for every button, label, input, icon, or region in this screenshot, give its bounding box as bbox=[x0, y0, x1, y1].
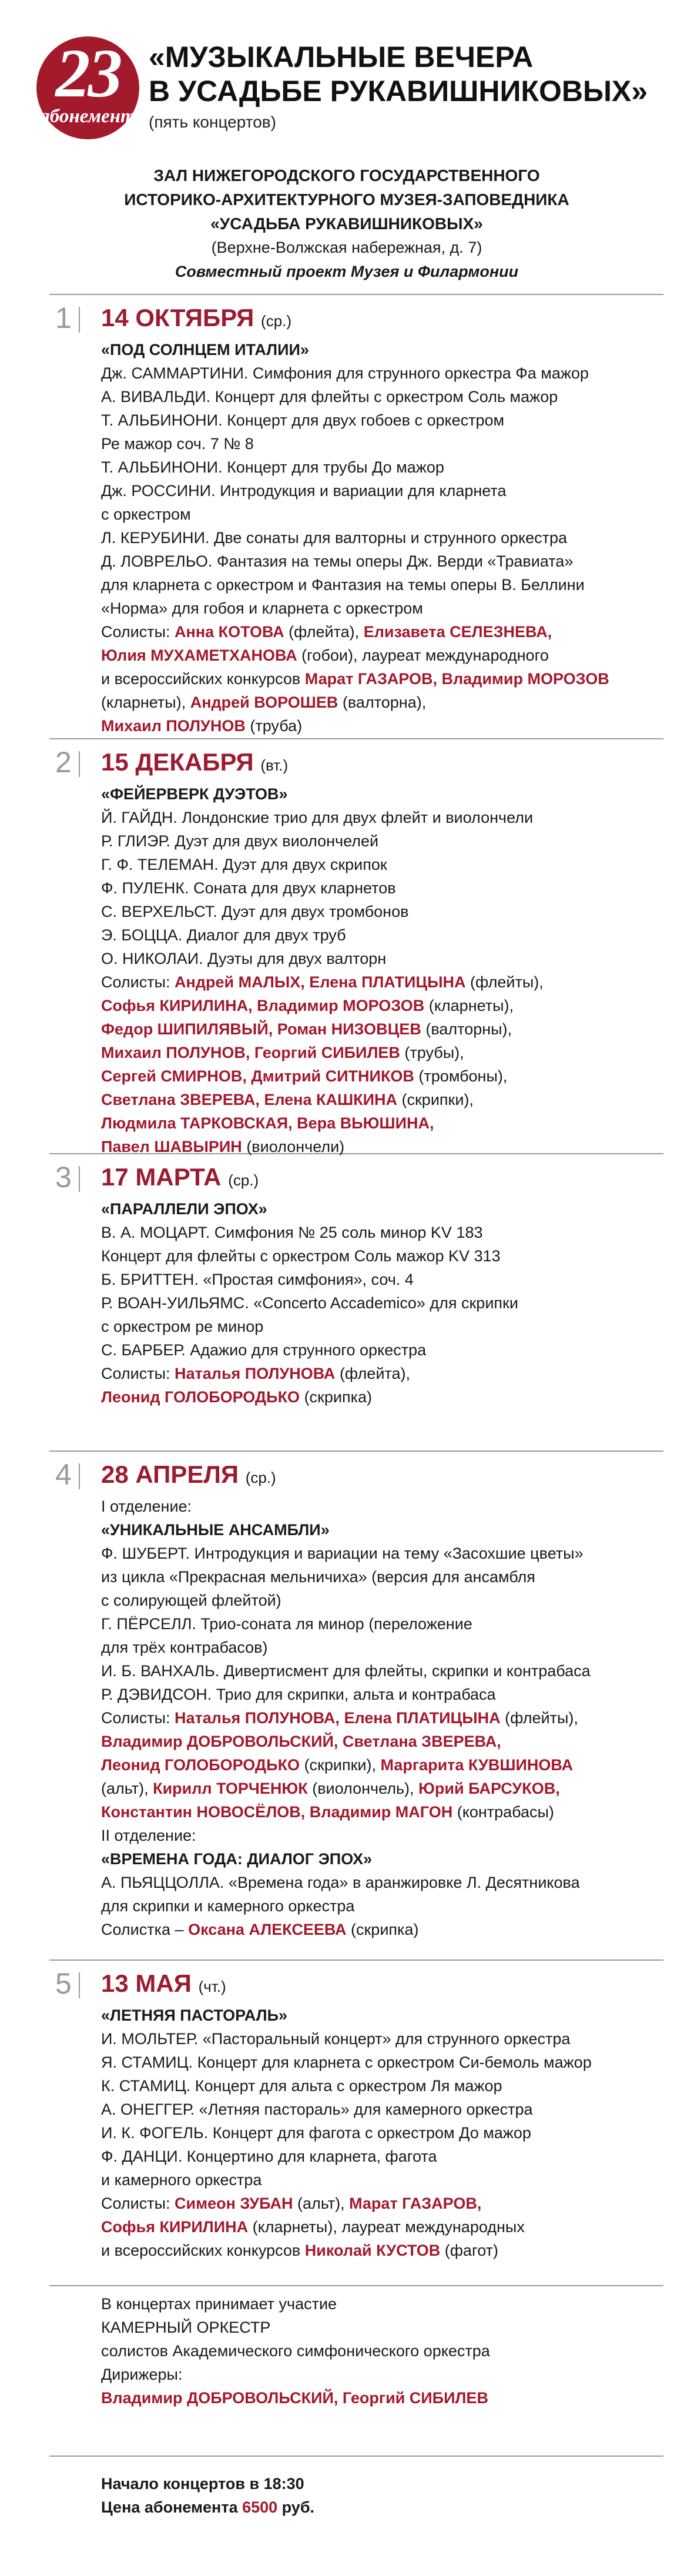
program-line bbox=[101, 1385, 665, 1409]
program-title: «УНИКАЛЬНЫЕ АНСАМБЛИ» bbox=[101, 1521, 330, 1539]
program-text: (фагот) bbox=[440, 2242, 498, 2259]
participants-line-1: В концертах принимает участие bbox=[101, 2295, 337, 2313]
program-text: Солистка – bbox=[101, 1921, 189, 1938]
divider bbox=[49, 1959, 663, 1961]
program-line bbox=[101, 361, 665, 385]
program-line bbox=[101, 597, 665, 620]
program-line bbox=[101, 1064, 665, 1088]
program-text: Р. ВОАН-УИЛЬЯМС. «Concerto Accademico» для скрипки bbox=[101, 1294, 518, 1312]
number-divider bbox=[79, 1166, 80, 1192]
program-line bbox=[101, 644, 665, 667]
concert-number: 2 bbox=[55, 746, 72, 779]
program-text: Т. АЛЬБИНОНИ. Концерт для двух гобоев с оркестром bbox=[101, 411, 505, 429]
number-divider bbox=[79, 1463, 80, 1489]
program-line bbox=[101, 479, 665, 503]
concert-number: 3 bbox=[55, 1161, 72, 1194]
concert-number: 5 bbox=[55, 1967, 72, 2000]
program-text: (скрипки), bbox=[397, 1091, 474, 1108]
performer-name: Маргарита КУВШИНОВА bbox=[380, 1756, 574, 1774]
program-line bbox=[101, 806, 665, 829]
performer-name: Людмила ТАРКОВСКАЯ, Вера ВЬЮШИНА, bbox=[101, 1114, 434, 1132]
performer-name: Леонид ГОЛОБОРОДЬКО bbox=[101, 1388, 300, 1406]
program-title: «ПОД СОЛНЦЕМ ИТАЛИИ» bbox=[101, 341, 309, 359]
program-text: Д. ЛОВРЕЛЬО. Фантазия на темы оперы Дж. Верди «Травиата» bbox=[101, 552, 574, 570]
program-text: и всероссийских конкурсов bbox=[101, 670, 305, 688]
performer-name: Владимир ДОБРОВОЛЬСКИЙ, Светлана ЗВЕРЕВА, bbox=[101, 1733, 501, 1750]
program-text: (кларнеты), bbox=[424, 997, 514, 1014]
page-title-line-2: В УСАДЬБЕ РУКАВИШНИКОВЫХ» bbox=[149, 75, 648, 108]
program-text: Концерт для флейты с оркестром Соль мажор KV 313 bbox=[101, 1247, 501, 1265]
program-line bbox=[101, 1362, 665, 1385]
program-text: (альт), bbox=[101, 1780, 153, 1797]
program-text: Т. АЛЬБИНОНИ. Концерт для трубы До мажор bbox=[101, 458, 444, 476]
program-line bbox=[101, 1871, 665, 1894]
program-line bbox=[101, 1706, 665, 1730]
program-line bbox=[101, 1197, 665, 1221]
program-text: (гобои), лауреат международного bbox=[297, 646, 549, 664]
program-text: «Норма» для гобоя и кларнета с оркестром bbox=[101, 599, 423, 617]
program-text: Солисты: bbox=[101, 1365, 175, 1382]
program-line bbox=[101, 900, 665, 923]
conductors-label: Дирижеры: bbox=[101, 2366, 183, 2383]
program-text: Солисты: bbox=[101, 1709, 175, 1727]
program-line bbox=[101, 782, 665, 806]
program-line bbox=[101, 1338, 665, 1362]
program-line bbox=[101, 1518, 665, 1542]
program-text: А. ОНЕГГЕР. «Летняя пастораль» для камерного оркестра bbox=[101, 2101, 533, 2118]
program-line bbox=[101, 2004, 665, 2027]
program-text: для скрипки и камерного оркестра bbox=[101, 1897, 355, 1915]
program-line bbox=[101, 1589, 665, 1612]
program-line bbox=[101, 1221, 665, 1244]
program-text: И. К. ФОГЕЛЬ. Концерт для фагота с оркестром До мажор bbox=[101, 2124, 531, 2142]
performer-name: Константин НОВОСЁЛОВ, Владимир МАГОН bbox=[101, 1803, 453, 1821]
participants-line-3: солистов Академического симфонического оркестра bbox=[101, 2342, 490, 2360]
program-line bbox=[101, 2145, 665, 2168]
performer-name: Сергей СМИРНОВ, Дмитрий СИТНИКОВ bbox=[101, 1067, 414, 1085]
program-line bbox=[101, 1542, 665, 1565]
program-line bbox=[101, 1636, 665, 1659]
page-title bbox=[149, 40, 678, 108]
concert-date bbox=[101, 745, 665, 782]
program-text: (виолончели) bbox=[242, 1138, 345, 1155]
program-line bbox=[101, 1800, 665, 1824]
weekday: (чт.) bbox=[198, 1978, 226, 1995]
program-text: (флейта), bbox=[284, 623, 364, 641]
divider bbox=[49, 1451, 663, 1452]
program-line bbox=[101, 1894, 665, 1918]
divider bbox=[49, 294, 663, 295]
program-text: Ф. ДАНЦИ. Концертино для кларнета, фагота bbox=[101, 2148, 437, 2165]
program-text: Солисты: bbox=[101, 973, 175, 991]
program-line bbox=[101, 455, 665, 479]
program-text: (тромбоны), bbox=[414, 1067, 508, 1085]
program-text: Г. ПЁРСЕЛЛ. Трио-соната ля минор (переложение bbox=[101, 1615, 472, 1633]
program-text: (альт), bbox=[293, 2195, 350, 2212]
program-line bbox=[101, 1268, 665, 1291]
program-text: (кларнеты), bbox=[101, 694, 190, 711]
program-text: Ре мажор соч. 7 № 8 bbox=[101, 435, 254, 453]
program-title: «ФЕЙЕРВЕРК ДУЭТОВ» bbox=[101, 785, 288, 803]
program-lines bbox=[101, 1197, 665, 1409]
performer-name: Марат ГАЗАРОВ, bbox=[349, 2195, 482, 2212]
concert-number: 4 bbox=[55, 1458, 72, 1491]
program-line bbox=[101, 1847, 665, 1871]
divider bbox=[49, 738, 663, 739]
performer-name: Симеон ЗУБАН bbox=[175, 2195, 293, 2212]
program-line bbox=[101, 2215, 665, 2239]
date-text: 14 ОКТЯБРЯ bbox=[101, 304, 254, 331]
program-text: и камерного оркестра bbox=[101, 2171, 262, 2189]
program-text: И. МОЛЬТЕР. «Пасторальный концерт» для струнного оркестра bbox=[101, 2030, 571, 2048]
performer-name: Наталья ПОЛУНОВА bbox=[175, 1365, 336, 1382]
program-text: (валторны), bbox=[421, 1020, 512, 1038]
program-text: Ф. ПУЛЕНК. Соната для двух кларнетов bbox=[101, 879, 396, 897]
performer-name: Елизавета СЕЛЕЗНЕВА, bbox=[363, 623, 552, 641]
program-line bbox=[101, 1683, 665, 1706]
program-lines bbox=[101, 1495, 665, 1941]
performer-name: Федор ШИПИЛЯВЫЙ, Роман НИЗОВЦЕВ bbox=[101, 1020, 421, 1038]
program-line bbox=[101, 526, 665, 550]
program-text: С. ВЕРХЕЛЬСТ. Дуэт для двух тромбонов bbox=[101, 903, 409, 920]
program-line bbox=[101, 503, 665, 526]
performer-name: Павел ШАВЫРИН bbox=[101, 1138, 242, 1155]
badge-word: абонемент bbox=[40, 106, 136, 127]
program-line bbox=[101, 1291, 665, 1315]
price-unit: руб. bbox=[277, 2498, 315, 2516]
divider bbox=[49, 2285, 663, 2286]
program-text: Й. ГАЙДН. Лондонские трио для двух флейт и виолончели bbox=[101, 809, 534, 826]
performer-name: Анна КОТОВА bbox=[175, 623, 284, 641]
program-text: (кларнеты), лауреат международных bbox=[248, 2218, 525, 2236]
price-line bbox=[101, 2495, 665, 2519]
performer-name: Софья КИРИЛИНА bbox=[101, 2218, 249, 2236]
program-text: (флейта), bbox=[335, 1365, 410, 1382]
date-text: 15 ДЕКАБРЯ bbox=[101, 748, 254, 776]
performer-name: Николай КУСТОВ bbox=[304, 2242, 441, 2259]
program-text: Г. Ф. ТЕЛЕМАН. Дуэт для двух скрипок bbox=[101, 856, 387, 873]
program-line bbox=[101, 1918, 665, 1941]
performer-name: Наталья ПОЛУНОВА, Елена ПЛАТИЦЫНА bbox=[175, 1709, 501, 1727]
performer-name: Леонид ГОЛОБОРОДЬКО bbox=[101, 1756, 300, 1774]
badge-number: 23 bbox=[55, 36, 120, 112]
weekday: (ср.) bbox=[245, 1469, 276, 1486]
conductors-names: Владимир ДОБРОВОЛЬСКИЙ, Георгий СИБИЛЕВ bbox=[101, 2389, 488, 2407]
joint-project-note: Совместный проект Музея и Филармонии bbox=[175, 263, 519, 280]
date-text: 28 АПРЕЛЯ bbox=[101, 1460, 239, 1488]
program-line bbox=[101, 620, 665, 644]
start-time: Начало концертов в 18:30 bbox=[101, 2475, 304, 2493]
program-text: Я. СТАМИЦ. Концерт для кларнета с оркестром Си-бемоль мажор bbox=[101, 2054, 592, 2071]
info-block bbox=[101, 2472, 665, 2519]
performer-name: Андрей ВОРОШЕВ bbox=[190, 694, 338, 711]
page-title-line-1: «МУЗЫКАЛЬНЫЕ ВЕЧЕРА bbox=[149, 41, 534, 73]
price-label: Цена абонемента bbox=[101, 2498, 243, 2516]
weekday: (вт.) bbox=[260, 756, 289, 774]
performer-name: Софья КИРИЛИНА, Владимир МОРОЗОВ bbox=[101, 997, 425, 1014]
program-title: «ЛЕТНЯЯ ПАСТОРАЛЬ» bbox=[101, 2006, 287, 2024]
program-text: Солисты: bbox=[101, 2195, 175, 2212]
program-line bbox=[101, 2168, 665, 2192]
venue-line-2: ИСТОРИКО-АРХИТЕКТУРНОГО МУЗЕЯ-ЗАПОВЕДНИКА bbox=[124, 190, 569, 209]
program-line bbox=[101, 994, 665, 1017]
number-divider bbox=[79, 1972, 80, 1998]
program-line bbox=[101, 853, 665, 876]
program-line bbox=[101, 1088, 665, 1111]
weekday: (ср.) bbox=[228, 1171, 259, 1189]
program-text: Р. ГЛИЭР. Дуэт для двух виолончелей bbox=[101, 832, 379, 850]
program-text: О. НИКОЛАИ. Дуэты для двух валторн bbox=[101, 950, 387, 967]
venue-line-1: ЗАЛ НИЖЕГОРОДСКОГО ГОСУДАРСТВЕННОГО bbox=[153, 166, 540, 185]
program-text: Солисты: bbox=[101, 623, 175, 641]
program-line bbox=[101, 2074, 665, 2098]
divider bbox=[49, 2456, 663, 2457]
subscription-badge bbox=[36, 36, 139, 139]
program-line bbox=[101, 1730, 665, 1753]
program-title: «ПАРАЛЛЕЛИ ЭПОХ» bbox=[101, 1200, 267, 1218]
program-text: К. СТАМИЦ. Концерт для альта с оркестром Ля мажор bbox=[101, 2077, 502, 2095]
weekday: (ср.) bbox=[261, 312, 292, 330]
number-divider bbox=[79, 307, 80, 333]
program-text: И. Б. ВАНХАЛЬ. Дивертисмент для флейты, скрипки и контрабаса bbox=[101, 1662, 591, 1680]
program-line bbox=[101, 2027, 665, 2051]
program-text: Э. БОЦЦА. Диалог для двух труб bbox=[101, 926, 346, 944]
program-text: (труба) bbox=[245, 717, 303, 735]
program-line bbox=[101, 1824, 665, 1847]
program-line bbox=[101, 970, 665, 994]
program-text: с оркестром ре минор bbox=[101, 1318, 264, 1335]
program-line bbox=[101, 1777, 665, 1800]
program-line bbox=[101, 385, 665, 408]
program-line bbox=[101, 947, 665, 970]
price-value: 6500 bbox=[242, 2498, 278, 2516]
program-text: Ф. ШУБЕРТ. Интродукция и вариации на тему «Засохшие цветы» bbox=[101, 1545, 584, 1562]
performer-name: Марат ГАЗАРОВ, Владимир МОРОЗОВ bbox=[304, 670, 609, 688]
program-line bbox=[101, 691, 665, 714]
concert-date bbox=[101, 1967, 665, 2004]
participants-line-2: КАМЕРНЫЙ ОРКЕСТР bbox=[101, 2319, 271, 2336]
program-line bbox=[101, 1017, 665, 1041]
program-line bbox=[101, 338, 665, 361]
program-text: Л. КЕРУБИНИ. Две сонаты для валторны и струнного оркестра bbox=[101, 529, 568, 547]
program-text: (трубы), bbox=[400, 1044, 464, 1061]
performer-name: Михаил ПОЛУНОВ bbox=[101, 717, 246, 735]
program-text: Б. БРИТТЕН. «Простая симфония», соч. 4 bbox=[101, 1271, 414, 1288]
date-text: 13 МАЯ bbox=[101, 1969, 192, 1997]
program-line bbox=[101, 2098, 665, 2121]
performer-name: Светлана ЗВЕРЕВА, Елена КАШКИНА bbox=[101, 1091, 397, 1108]
program-line bbox=[101, 1111, 665, 1135]
program-text: Дж. САММАРТИНИ. Симфония для струнного оркестра Фа мажор bbox=[101, 364, 589, 382]
program-text: (виолончель), bbox=[307, 1780, 419, 1797]
venue-line-3: «УСАДЬБА РУКАВИШНИКОВЫХ» bbox=[210, 215, 483, 233]
program-text: для кларнета с оркестром и Фантазия на темы оперы В. Беллини bbox=[101, 576, 585, 594]
program-text: Дж. РОССИНИ. Интродукция и вариации для кларнета bbox=[101, 482, 507, 500]
page-subtitle: (пять концертов) bbox=[149, 113, 276, 131]
concert-number: 1 bbox=[55, 302, 72, 334]
program-line bbox=[101, 1315, 665, 1338]
performer-name: Михаил ПОЛУНОВ, Георгий СИБИЛЕВ bbox=[101, 1044, 400, 1061]
performer-name: Юрий БАРСУКОВ, bbox=[418, 1780, 560, 1797]
program-line bbox=[101, 2121, 665, 2145]
program-line bbox=[101, 1244, 665, 1268]
program-text: с оркестром bbox=[101, 505, 191, 523]
program-line bbox=[101, 550, 665, 573]
date-text: 17 МАРТА bbox=[101, 1163, 222, 1191]
program-line bbox=[101, 1565, 665, 1589]
program-text: В. А. МОЦАРТ. Симфония № 25 соль минор KV 183 bbox=[101, 1224, 483, 1241]
program-line bbox=[101, 573, 665, 597]
program-line bbox=[101, 2192, 665, 2215]
program-line bbox=[101, 714, 665, 738]
program-text: и всероссийских конкурсов bbox=[101, 2242, 305, 2259]
venue-address: (Верхне-Волжская набережная, д. 7) bbox=[211, 239, 482, 256]
program-text: для трёх контрабасов) bbox=[101, 1639, 268, 1656]
program-text: (скрипка) bbox=[300, 1388, 372, 1406]
venue-block bbox=[59, 163, 635, 284]
program-text: Р. ДЭВИДСОН. Трио для скрипки, альта и контрабаса bbox=[101, 1686, 496, 1703]
program-line bbox=[101, 1659, 665, 1683]
performer-name: Юлия МУХАМЕТХАНОВА bbox=[101, 646, 297, 664]
program-line bbox=[101, 667, 665, 691]
program-text: (контрабасы) bbox=[452, 1803, 554, 1821]
program-lines bbox=[101, 782, 665, 1158]
performer-name: Кирилл ТОРЧЕНЮК bbox=[153, 1780, 308, 1797]
performer-name: Оксана АЛЕКСЕЕВА bbox=[188, 1921, 347, 1938]
program-text: (валторна), bbox=[338, 694, 427, 711]
program-line bbox=[101, 1753, 665, 1777]
program-text: с солирующей флейтой) bbox=[101, 1592, 281, 1609]
program-text: (флейты), bbox=[500, 1709, 578, 1727]
program-line bbox=[101, 1135, 665, 1158]
program-text: А. ПЬЯЦЦОЛЛА. «Времена года» в аранжировке Л. Десятникова bbox=[101, 1874, 580, 1891]
program-line bbox=[101, 876, 665, 900]
program-line bbox=[101, 1612, 665, 1636]
concert-date bbox=[101, 301, 665, 338]
program-line bbox=[101, 2051, 665, 2074]
program-line bbox=[101, 432, 665, 455]
program-text: из цикла «Прекрасная мельничиха» (версия для ансамбля bbox=[101, 1568, 535, 1586]
program-text: С. БАРБЕР. Адажио для струнного оркестра bbox=[101, 1341, 427, 1359]
performer-name: Андрей МАЛЫХ, Елена ПЛАТИЦЫНА bbox=[175, 973, 466, 991]
program-line bbox=[101, 2239, 665, 2262]
participants-block bbox=[101, 2292, 665, 2410]
concert-date bbox=[101, 1458, 665, 1495]
number-divider bbox=[79, 751, 80, 777]
program-text: II отделение: bbox=[101, 1827, 196, 1844]
program-text: I отделение: bbox=[101, 1498, 192, 1515]
program-line bbox=[101, 1495, 665, 1518]
program-text: (скрипки), bbox=[300, 1756, 381, 1774]
concert-date bbox=[101, 1160, 665, 1197]
program-line bbox=[101, 408, 665, 432]
program-line bbox=[101, 923, 665, 947]
program-text: (флейты), bbox=[465, 973, 544, 991]
program-lines bbox=[101, 2004, 665, 2262]
program-text: А. ВИВАЛЬДИ. Концерт для флейты с оркестром Соль мажор bbox=[101, 388, 558, 406]
program-lines bbox=[101, 338, 665, 738]
program-text: (скрипка) bbox=[346, 1921, 419, 1938]
program-title: «ВРЕМЕНА ГОДА: ДИАЛОГ ЭПОХ» bbox=[101, 1850, 373, 1868]
program-line bbox=[101, 1041, 665, 1064]
program-line bbox=[101, 829, 665, 853]
